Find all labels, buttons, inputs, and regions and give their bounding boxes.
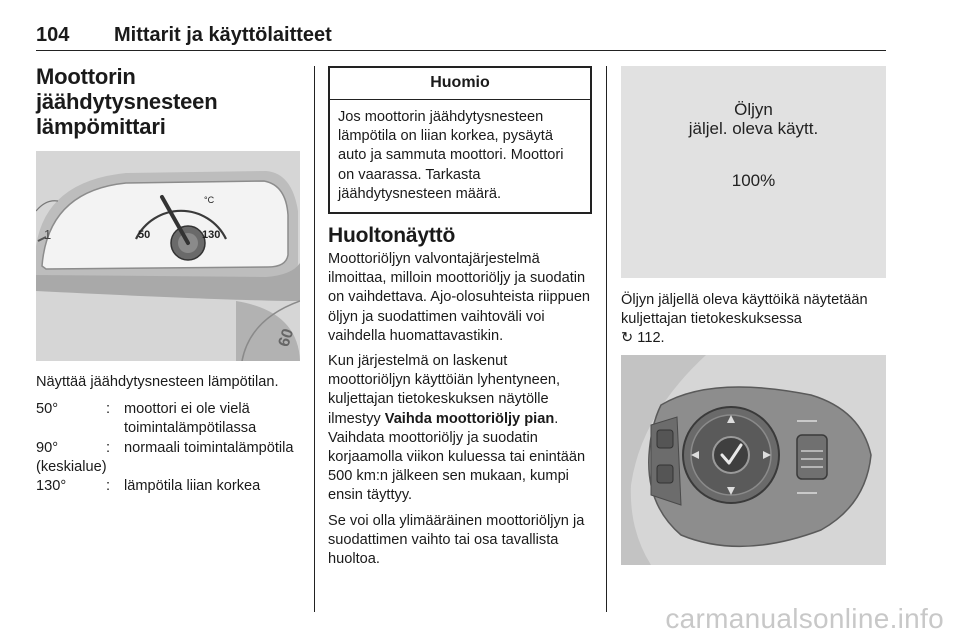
table-row bbox=[36, 439, 300, 477]
display-line-2: jäljel. oleva käytt. bbox=[688, 119, 819, 138]
table-row bbox=[36, 400, 300, 438]
oil-life-display-heading bbox=[621, 100, 886, 138]
reference-arrow-icon: ↻ bbox=[621, 330, 634, 347]
steering-wheel-illustration bbox=[621, 355, 886, 565]
temp-value: normaali toimintalämpötila bbox=[124, 439, 294, 456]
temp-sep: : bbox=[106, 439, 111, 456]
service-paragraph-3: Se voi olla ylimääräinen moottoriöljyn ja suodattimen vaihto tai osa tavallista huoltoa. bbox=[328, 512, 585, 568]
oil-change-message: Vaihda moottoriöljy pian bbox=[384, 410, 555, 427]
column-coolant bbox=[36, 64, 300, 496]
notice-text: Jos moottorin jäähdytysnesteen lämpötila on liian korkea, pysäytä auto ja sammuta moottori. Moottori on vaarassa. Tarkasta jäähdytysnesteen määrä. bbox=[338, 109, 564, 202]
temp-value: moottori ei ole vielä toimintalämpötilassa bbox=[124, 401, 257, 437]
column-divider-2 bbox=[606, 66, 607, 612]
p2-text-after: . Vaihdata moottoriöljy ja suodatin korjaamolla viikon kuluessa tai enintään 500 km:n jälkeen sen mukaan, kumpi ensin täyttyy. bbox=[328, 410, 586, 504]
service-paragraph-2 bbox=[328, 352, 592, 506]
column-service bbox=[328, 64, 592, 569]
display-caption: Öljyn jäljellä oleva käyttöikä näytetään kuljettajan tietokeskuksessa bbox=[621, 292, 868, 328]
page-header bbox=[36, 22, 886, 51]
gauge-caption: Näyttää jäähdytysnesteen lämpötilan. bbox=[36, 374, 279, 390]
gauge-max-label: 130 bbox=[202, 229, 221, 241]
column-divider-1 bbox=[314, 66, 315, 612]
notice-title: Huomio bbox=[330, 68, 590, 100]
temp-key: 50° bbox=[36, 401, 59, 418]
temp-key: 130° bbox=[36, 478, 67, 495]
display-line-1: Öljyn bbox=[734, 100, 773, 119]
reference-page: 112. bbox=[637, 330, 665, 347]
page-reference bbox=[621, 329, 886, 348]
oil-life-value: 100% bbox=[731, 171, 776, 190]
temp-sep: : bbox=[106, 478, 111, 495]
service-paragraph-1: Moottoriöljyn valvontajärjestelmä ilmoittaa, milloin moottoriöljy ja suodatin on vaihdettava. Ajo-olosuhteista riippuen öljyn ja suodattimen vaihtoväli voi vaihdella huomattavastikin. bbox=[328, 251, 591, 344]
column-display bbox=[621, 66, 886, 565]
temp-key: 90° (keskialue) bbox=[36, 439, 107, 475]
notice-box bbox=[328, 66, 592, 214]
gauge-min-label: 50 bbox=[138, 229, 151, 241]
p2-text-before: Kun järjestelmä on laskenut moottoriöljyn käyttöiän lyhentyneen, kuljettajan tietokeskuksen näytölle ilmestyy bbox=[328, 353, 561, 427]
coolant-gauge-illustration bbox=[36, 151, 300, 361]
oil-life-display-figure bbox=[621, 66, 886, 278]
speedo-label: 60 bbox=[275, 326, 298, 349]
watermark: carmanualsonline.info bbox=[665, 603, 944, 634]
temperature-table bbox=[36, 400, 300, 496]
coolant-gauge-figure bbox=[36, 151, 300, 361]
section-title-coolant: Moottorin jäähdytysnesteen lämpömittari bbox=[36, 64, 218, 139]
gauge-unit-label: °C bbox=[204, 195, 215, 205]
chapter-title: Mittarit ja käyttölaitteet bbox=[114, 24, 332, 46]
section-title-service: Huoltonäyttö bbox=[328, 224, 456, 248]
page-number: 104 bbox=[36, 24, 70, 46]
temp-value: lämpötila liian korkea bbox=[124, 478, 261, 495]
steering-wheel-controls-figure bbox=[621, 355, 886, 565]
temp-sep: : bbox=[106, 401, 111, 418]
table-row bbox=[36, 477, 300, 496]
gauge-left-label: 1 bbox=[44, 227, 52, 242]
